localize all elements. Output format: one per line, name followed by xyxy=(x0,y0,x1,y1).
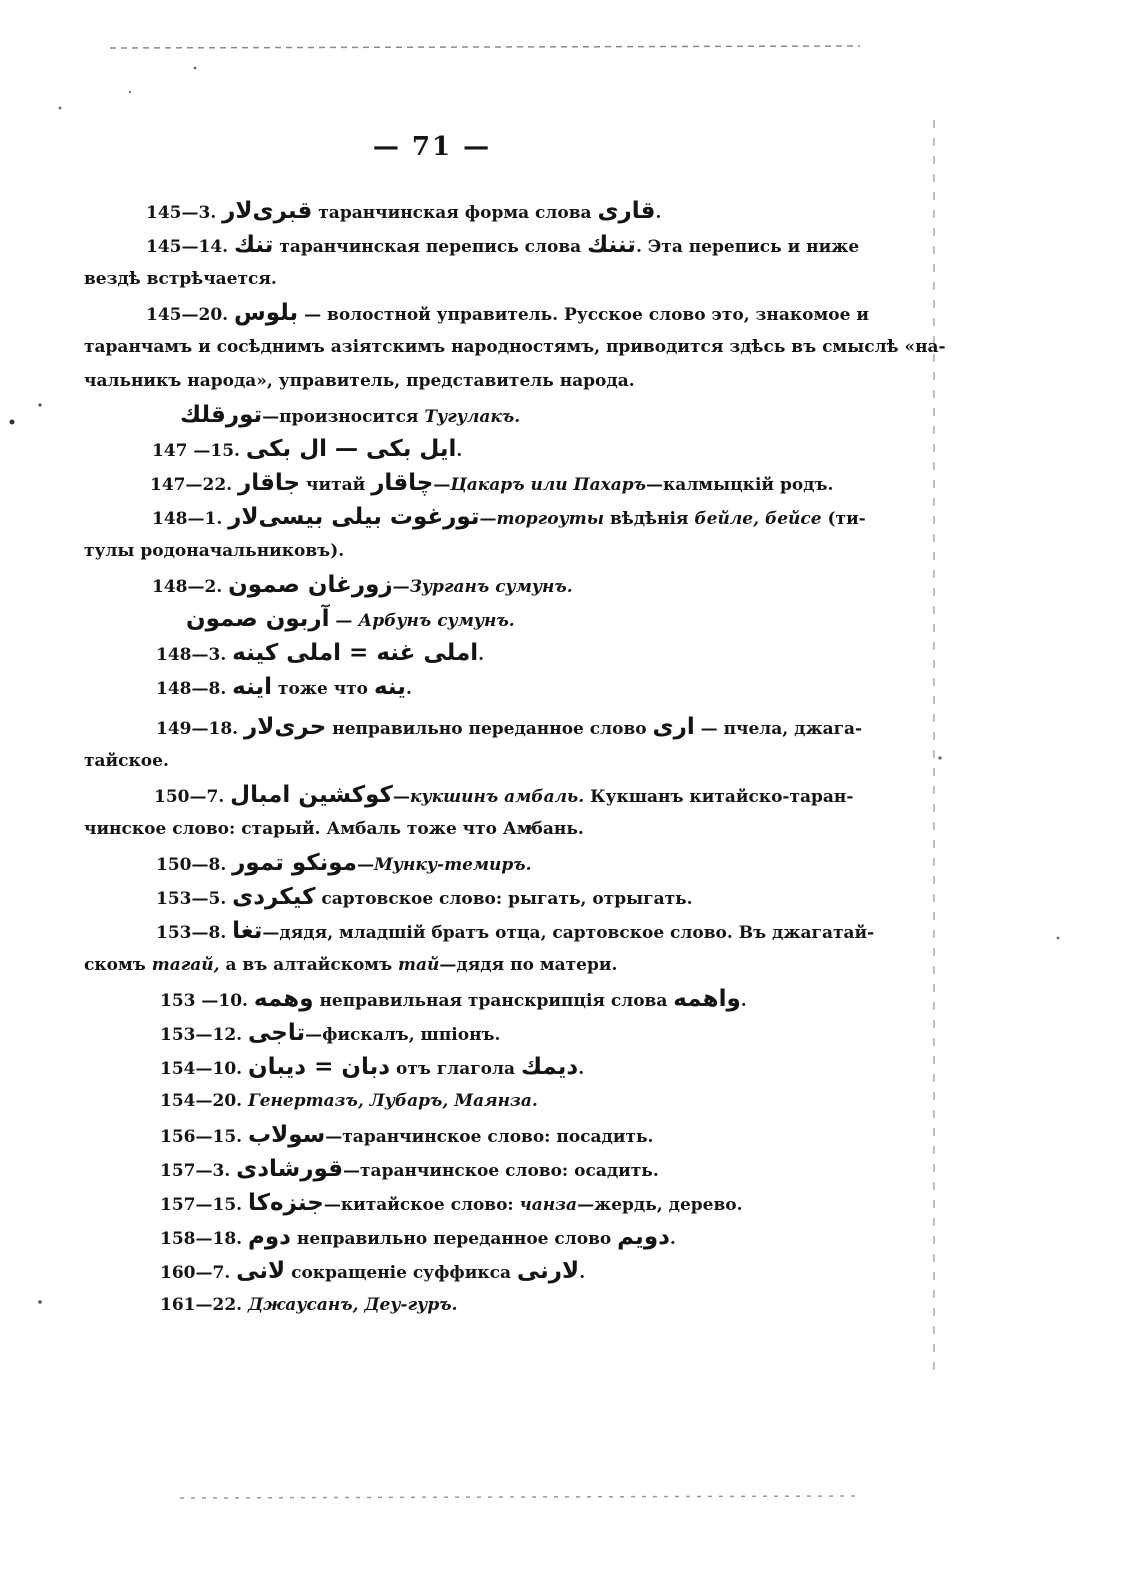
arabic-word: مونکو تمور xyxy=(232,850,357,876)
text-line xyxy=(156,850,532,878)
text-segment: —дядя, младшій братъ отца, сартовское слово. Въ джагатай- xyxy=(262,923,875,943)
text-line xyxy=(160,1258,585,1286)
text-segment: таранчамъ и сосѣднимъ азіятскимъ народностямъ, приводится здѣсь въ смыслѣ «на- xyxy=(84,337,946,357)
text-segment: 160—7. xyxy=(160,1263,237,1283)
arabic-word: لارنی xyxy=(516,1258,580,1284)
text-line xyxy=(84,816,584,842)
text-line xyxy=(156,918,874,946)
text-segment: —таранчинское слово: осадить. xyxy=(343,1161,659,1181)
italic-term: Мунку-темиръ. xyxy=(373,855,532,875)
text-segment: 145—20. xyxy=(146,305,234,325)
text-segment: 147 —15. xyxy=(152,441,246,461)
text-line xyxy=(160,1054,584,1082)
text-line xyxy=(160,1190,743,1218)
arabic-word: دوم xyxy=(247,1224,291,1250)
text-segment: отъ глагола xyxy=(390,1059,521,1079)
arabic-word: اینه xyxy=(232,674,273,700)
arabic-word: تاجی xyxy=(247,1020,306,1046)
text-segment: — xyxy=(356,855,374,875)
text-segment: 156—15. xyxy=(160,1127,248,1147)
text-segment: 148—1. xyxy=(152,509,229,529)
italic-term: бейле, бейсе xyxy=(694,509,822,529)
italic-term: тай xyxy=(398,955,440,975)
text-line xyxy=(150,470,833,498)
text-segment: чальникъ народа», управитель, представитель народа. xyxy=(84,371,635,391)
text-segment: сартовское слово: рыгать, отрыгать. xyxy=(315,889,693,909)
text-line xyxy=(160,1088,538,1114)
arabic-word: دبان = دیبان xyxy=(247,1054,391,1080)
italic-term: Цакаръ или Пахаръ xyxy=(450,475,647,495)
italic-term: торгоуты xyxy=(496,509,605,529)
text-segment: — волостной управитель. Русское слово это, знакомое и xyxy=(298,305,869,325)
text-line xyxy=(152,504,866,532)
arabic-word: زورغان صمون xyxy=(228,572,393,598)
text-line xyxy=(146,198,661,226)
text-segment: . xyxy=(669,1229,676,1249)
text-segment: 150—8. xyxy=(156,855,233,875)
text-line xyxy=(84,748,169,774)
text-line xyxy=(146,300,869,328)
arabic-word: واهمه xyxy=(673,986,741,1012)
arabic-word: دویم xyxy=(617,1224,670,1250)
text-segment: тулы родоначальниковъ). xyxy=(84,541,345,561)
text-segment: — xyxy=(329,611,359,631)
text-segment: —китайское слово: xyxy=(323,1195,520,1215)
text-segment: . xyxy=(655,203,662,223)
text-segment: 149—18. xyxy=(156,719,244,739)
text-segment: 158—18. xyxy=(160,1229,248,1249)
arabic-word: وهمه xyxy=(253,986,314,1012)
text-segment: — xyxy=(479,509,497,529)
text-segment: 157—3. xyxy=(160,1161,237,1181)
text-segment: 148—2. xyxy=(152,577,229,597)
text-line xyxy=(160,1020,500,1048)
italic-term: Генертазъ, Лубаръ, Маянза. xyxy=(247,1091,538,1111)
text-line xyxy=(186,606,515,634)
text-segment: 145—14. xyxy=(146,237,234,257)
text-segment: 153 —10. xyxy=(160,991,254,1011)
italic-term: чанза xyxy=(519,1195,578,1215)
arabic-word: تورغوت بیلی بیسی‌لار xyxy=(228,504,480,530)
text-segment: Кукшанъ китайско-таран- xyxy=(584,787,854,807)
arabic-word: ایل بکی — ال بکی xyxy=(245,436,457,462)
text-segment: —таранчинское слово: посадить. xyxy=(325,1127,654,1147)
text-segment: 157—15. xyxy=(160,1195,248,1215)
text-segment: вездѣ встрѣчается. xyxy=(84,269,277,289)
text-line xyxy=(84,538,344,564)
text-segment: . xyxy=(405,679,412,699)
text-line xyxy=(156,674,412,702)
arabic-word: چاقار xyxy=(371,470,434,496)
page-number: — 71 — xyxy=(372,132,492,162)
text-line xyxy=(84,266,277,292)
text-segment: читай xyxy=(300,475,372,495)
text-segment: (ти- xyxy=(821,509,866,529)
text-segment: тайское. xyxy=(84,751,169,771)
arabic-word: املی غنه = املی کینه xyxy=(232,640,479,666)
text-segment: —произносится xyxy=(262,407,425,427)
text-line xyxy=(160,1224,676,1252)
text-segment: — пчела, джага- xyxy=(694,719,863,739)
text-segment: сокращеніе суффикса xyxy=(285,1263,517,1283)
arabic-word: تنك xyxy=(233,232,274,258)
arabic-word: سولاب xyxy=(247,1122,326,1148)
text-segment: . Эта перепись и ниже xyxy=(635,237,860,257)
text-segment: 148—3. xyxy=(156,645,233,665)
italic-term: Арбунъ сумунъ. xyxy=(358,611,515,631)
text-line xyxy=(152,436,462,464)
text-line xyxy=(160,986,747,1014)
arabic-word: ینه xyxy=(373,674,406,700)
arabic-word: کوکشین امبال xyxy=(230,782,393,808)
text-segment: —фискалъ, шпіонъ. xyxy=(305,1025,501,1045)
text-line xyxy=(160,1122,653,1150)
text-segment: 153—5. xyxy=(156,889,233,909)
text-line xyxy=(146,232,859,260)
text-segment: . xyxy=(478,645,485,665)
italic-term: кукшинъ амбаль. xyxy=(409,787,585,807)
text-segment: . xyxy=(456,441,463,461)
text-segment: неправильно переданное слово xyxy=(326,719,653,739)
text-segment: 161—22. xyxy=(160,1295,248,1315)
arabic-word: قاری xyxy=(597,198,656,224)
arabic-word: لانی xyxy=(236,1258,286,1284)
text-line xyxy=(154,782,853,810)
text-segment: а въ алтайскомъ xyxy=(219,955,399,975)
text-segment: 148—8. xyxy=(156,679,233,699)
arabic-word: جنزه‌کا xyxy=(247,1190,324,1216)
text-segment: —дядя по матери. xyxy=(439,955,618,975)
text-line xyxy=(160,1156,659,1184)
text-segment: 153—8. xyxy=(156,923,233,943)
text-segment: . xyxy=(578,1059,585,1079)
text-segment: — xyxy=(392,787,410,807)
text-line xyxy=(156,640,484,668)
arabic-word: تورقلك xyxy=(180,402,263,428)
text-line xyxy=(156,714,862,742)
arabic-word: تننك xyxy=(587,232,636,258)
arabic-word: بلوس xyxy=(233,300,299,326)
text-line xyxy=(84,952,617,978)
text-segment: 154—20. xyxy=(160,1091,248,1111)
arabic-word: قورشادی xyxy=(236,1156,344,1182)
arabic-word: کیکردی xyxy=(232,884,316,910)
text-segment: скомъ xyxy=(84,955,152,975)
italic-term: Зурганъ сумунъ. xyxy=(409,577,573,597)
italic-term: тагай, xyxy=(151,955,220,975)
arabic-word: آربون صمون xyxy=(186,606,330,632)
text-segment: таранчинская перепись слова xyxy=(273,237,588,257)
text-segment: . xyxy=(579,1263,586,1283)
arabic-word: حری‌لار xyxy=(243,714,327,740)
text-line xyxy=(160,1292,458,1318)
text-segment: 154—10. xyxy=(160,1059,248,1079)
text-segment: — xyxy=(433,475,451,495)
text-segment: таранчинская форма слова xyxy=(312,203,598,223)
text-segment: . xyxy=(740,991,747,1011)
text-line xyxy=(180,402,520,430)
text-line xyxy=(84,368,635,394)
text-segment: неправильная транскрипція слова xyxy=(313,991,674,1011)
text-segment: чинское слово: старый. Амбаль тоже что Амбань. xyxy=(84,819,584,839)
text-segment: 153—12. xyxy=(160,1025,248,1045)
arabic-word: اری xyxy=(652,714,695,740)
arabic-word: دیمك xyxy=(520,1054,579,1080)
arabic-word: جاقار xyxy=(237,470,301,496)
text-segment: — xyxy=(392,577,410,597)
text-segment: —калмыцкій родъ. xyxy=(646,475,834,495)
text-segment: вѣдѣнія xyxy=(604,509,695,529)
italic-term: Тугулакъ. xyxy=(424,407,521,427)
text-line xyxy=(152,572,573,600)
text-segment: неправильно переданное слово xyxy=(290,1229,618,1249)
text-line xyxy=(84,334,946,360)
text-segment: 147—22. xyxy=(150,475,238,495)
text-line xyxy=(156,884,693,912)
text-segment: 150—7. xyxy=(154,787,231,807)
italic-term: Джаусанъ, Деу-гуръ. xyxy=(247,1295,458,1315)
arabic-word: قبری‌لار xyxy=(222,198,313,224)
text-segment: тоже что xyxy=(272,679,374,699)
arabic-word: تغا xyxy=(232,918,263,944)
text-segment: 145—3. xyxy=(146,203,223,223)
text-segment: —жердь, дерево. xyxy=(577,1195,743,1215)
